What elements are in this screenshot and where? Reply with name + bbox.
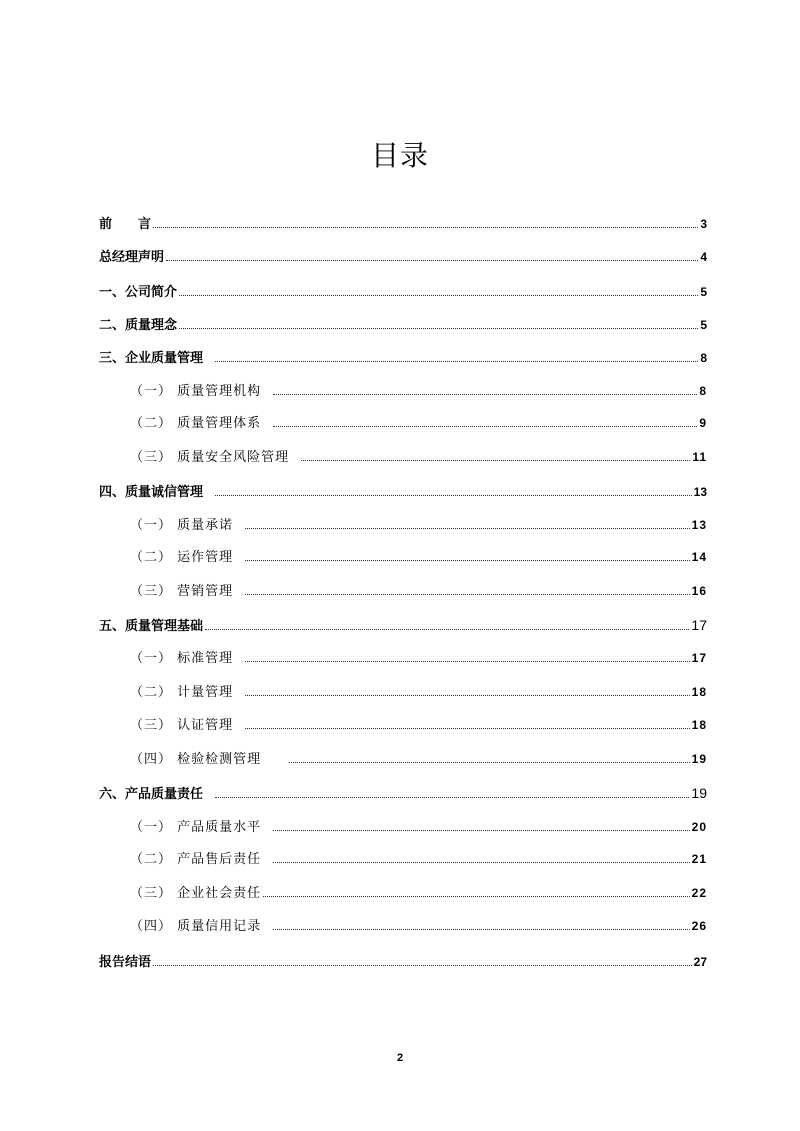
toc-entry-page: 4 (700, 250, 707, 264)
toc-entry[interactable] (130, 681, 707, 701)
toc-dot-leader (289, 761, 690, 763)
toc-dot-leader (273, 393, 697, 395)
toc-entry-label: （一） 标准管理 (130, 651, 234, 666)
toc-entry-label: （二） 质量管理体系 (130, 416, 262, 431)
toc-entry-label: （三） 质量安全风险管理 (130, 450, 290, 465)
toc-entry-page: 11 (692, 450, 707, 464)
toc-dot-leader (245, 527, 690, 529)
toc-entry-label: 一、公司简介 (99, 285, 178, 300)
toc-entry-label: 报告结语 (99, 955, 152, 970)
toc-entry-page: 13 (693, 485, 707, 499)
toc-entry-label: 三、企业质量管理 (99, 351, 204, 366)
toc-entry[interactable] (130, 748, 707, 768)
toc-entry-page: 17 (691, 617, 707, 633)
toc-entry-page: 20 (691, 820, 707, 834)
toc-entry-label: （三） 营销管理 (130, 584, 234, 599)
toc-dot-leader (166, 259, 698, 261)
toc-entry[interactable] (130, 848, 707, 868)
toc-entry[interactable] (99, 281, 707, 301)
toc-entry[interactable] (130, 380, 707, 400)
toc-entry-label: （一） 产品质量水平 (130, 820, 262, 835)
toc-entry-label: （三） 企业社会责任 (130, 886, 262, 901)
toc-dot-leader (273, 425, 697, 427)
toc-entry-page: 14 (691, 550, 707, 564)
toc-entry-page: 8 (700, 351, 707, 365)
toc-entry-label: 四、质量诚信管理 (99, 485, 204, 500)
toc-entry-page: 27 (693, 955, 707, 969)
toc-entry-page: 26 (691, 919, 707, 933)
toc-dot-leader (153, 226, 698, 228)
toc-dot-leader (301, 459, 690, 461)
toc-entry[interactable] (130, 446, 707, 466)
toc-dot-leader (245, 660, 690, 662)
toc-entry-page: 18 (691, 718, 707, 732)
toc-entry[interactable] (130, 882, 707, 902)
toc-entry-page: 17 (691, 651, 707, 665)
toc-entry-page: 3 (700, 217, 707, 231)
toc-entry-label: （四） 质量信用记录 (130, 919, 262, 934)
toc-entry[interactable] (99, 615, 707, 635)
toc-entry-label: 五、质量管理基础 (99, 619, 204, 634)
toc-entry[interactable] (99, 783, 707, 803)
toc-entry[interactable] (99, 246, 707, 266)
toc-entry-label: （四） 检验检测管理 (130, 752, 262, 767)
toc-entry-page: 5 (700, 285, 707, 299)
toc-dot-leader (215, 494, 692, 496)
toc-entry-page: 18 (691, 685, 707, 699)
toc-entry[interactable] (99, 951, 707, 971)
toc-entry[interactable] (99, 481, 707, 501)
toc-dot-leader (153, 964, 692, 966)
toc-entry-label: 前 言 (99, 217, 152, 232)
toc-entry-page: 16 (691, 584, 707, 598)
toc-entry-page: 13 (691, 518, 707, 532)
page-number: 2 (396, 1052, 404, 1064)
toc-entry-label: （一） 质量管理机构 (130, 384, 262, 399)
toc-entry-label: （二） 产品售后责任 (130, 852, 262, 867)
toc-entry-page: 8 (699, 384, 707, 398)
toc-dot-leader (273, 861, 690, 863)
toc-entry[interactable] (99, 347, 707, 367)
toc-entry-page: 22 (691, 886, 707, 900)
toc-title: 目录 (370, 139, 429, 172)
toc-entry-label: （三） 认证管理 (130, 718, 234, 733)
toc-entry-page: 21 (691, 852, 707, 866)
toc-entry-label: 总经理声明 (99, 250, 165, 265)
toc-entry[interactable] (99, 213, 707, 233)
toc-entry[interactable] (130, 647, 707, 667)
toc-dot-leader (179, 294, 698, 296)
toc-entry-label: （二） 计量管理 (130, 685, 234, 700)
toc-dot-leader (245, 559, 690, 561)
toc-entry[interactable] (130, 915, 707, 935)
toc-entry-label: 二、质量理念 (99, 318, 178, 333)
toc-dot-leader (245, 727, 690, 729)
toc-entry-page: 19 (691, 785, 707, 801)
toc-dot-leader (273, 829, 690, 831)
toc-dot-leader (205, 628, 689, 630)
toc-dot-leader (179, 327, 698, 329)
toc-entry-page: 19 (691, 752, 707, 766)
toc-entry[interactable] (130, 546, 707, 566)
toc-entry-label: （一） 质量承诺 (130, 518, 234, 533)
toc-dot-leader (245, 593, 690, 595)
toc-dot-leader (273, 928, 690, 930)
toc-entry[interactable] (130, 580, 707, 600)
toc-entry-label: 六、产品质量责任 (99, 787, 204, 802)
toc-dot-leader (215, 360, 698, 362)
toc-dot-leader (245, 694, 690, 696)
toc-entry[interactable] (99, 314, 707, 334)
toc-entry[interactable] (130, 412, 707, 432)
toc-dot-leader (263, 895, 690, 897)
toc-entry-page: 9 (699, 416, 707, 430)
toc-entry[interactable] (130, 514, 707, 534)
toc-dot-leader (215, 796, 689, 798)
toc-entry-label: （二） 运作管理 (130, 550, 234, 565)
toc-entry-page: 5 (700, 318, 707, 332)
toc-entry[interactable] (130, 714, 707, 734)
toc-entry[interactable] (130, 816, 707, 836)
